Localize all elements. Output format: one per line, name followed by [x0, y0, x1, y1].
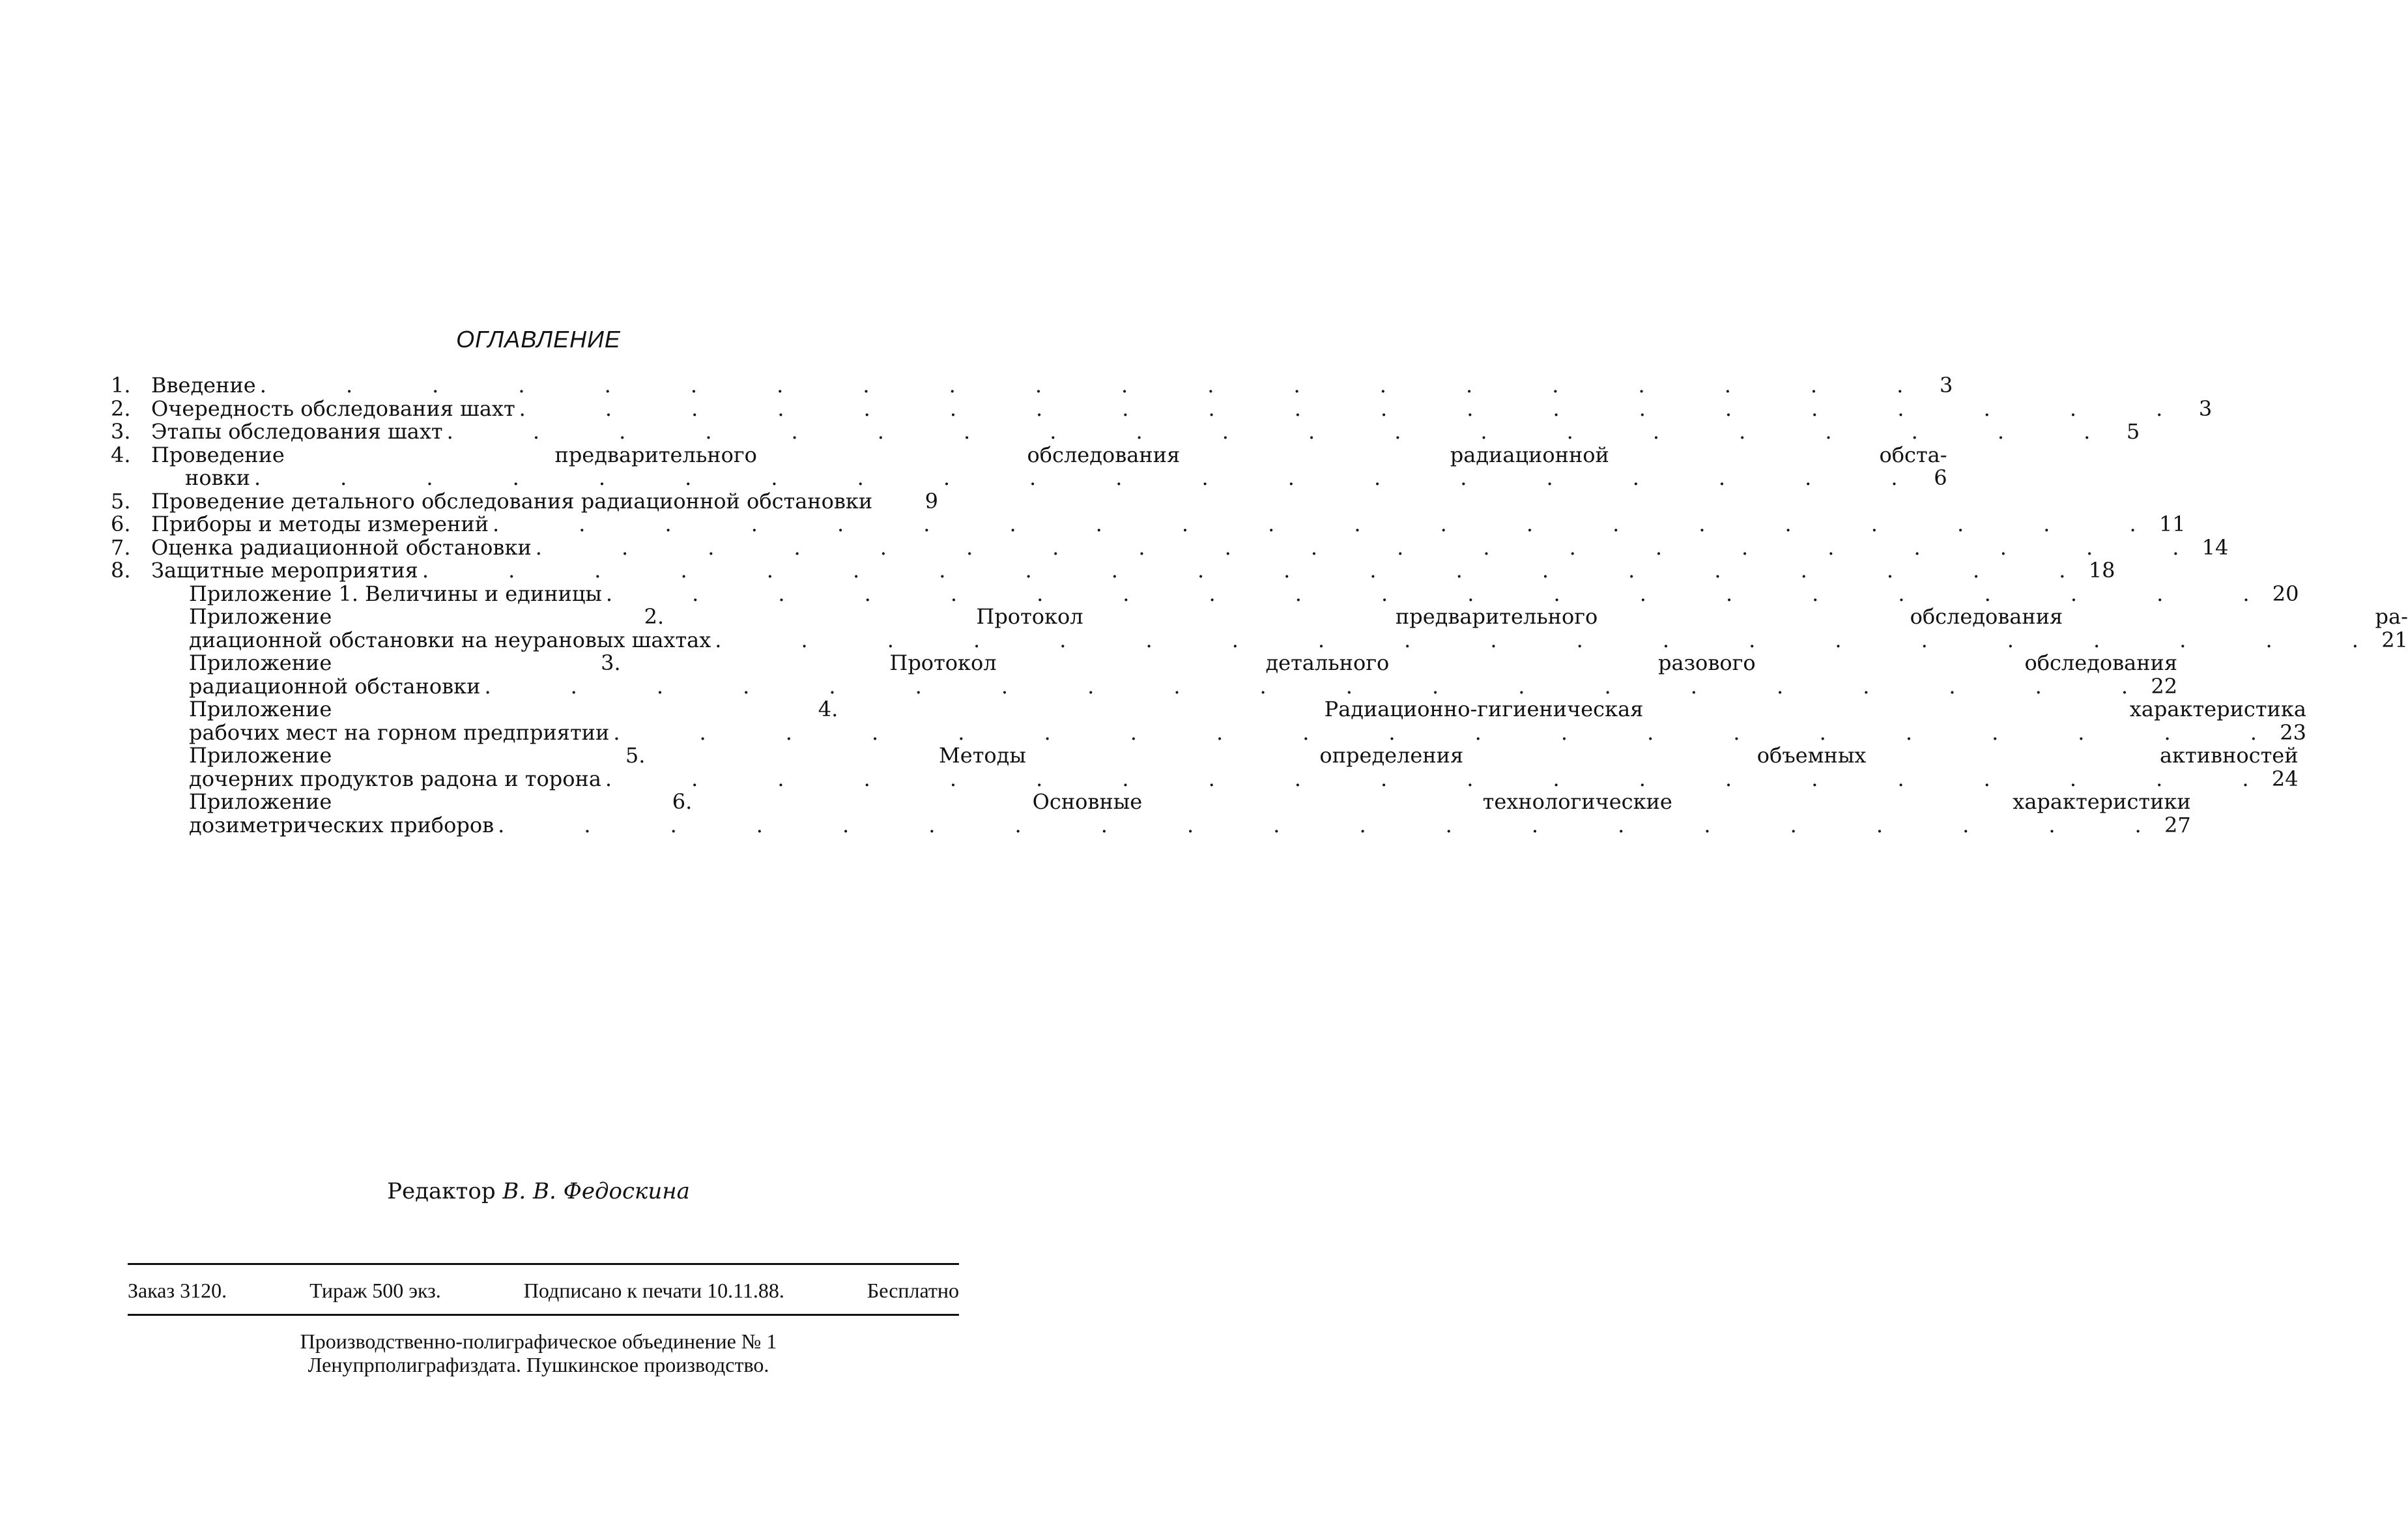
toc-appendix: [111, 697, 2306, 745]
toc-page: 27: [2164, 812, 2191, 837]
toc-title: Оценка радиационной обстановки: [151, 534, 532, 560]
editor-label: Редактор: [387, 1178, 496, 1204]
toc-title: Приборы и методы измерений: [151, 512, 489, 536]
bottom-rule: [128, 1314, 959, 1316]
toc-page: 6: [1934, 465, 1947, 490]
leader-dots: [418, 559, 2070, 583]
appendix-title: Приложение 3. Протокол детального разового обследования: [189, 650, 2178, 675]
toc-entry: [111, 490, 938, 514]
appendix-title: Приложение 1. Величины и единицы: [189, 581, 602, 606]
toc-page: 24: [2271, 766, 2299, 791]
toc-number: 7.: [111, 534, 131, 560]
leader-dots: [250, 467, 1902, 490]
appendix-title-continued: рабочих мест на горном предприятии: [189, 719, 610, 745]
price: Бесплатно: [867, 1279, 959, 1302]
toc-number: 8.: [111, 558, 131, 583]
toc-page: 3: [2198, 396, 2213, 421]
top-rule: [128, 1263, 959, 1265]
toc-number: 2.: [111, 396, 131, 421]
toc-title: Этапы обследования шахт: [151, 419, 443, 444]
appendix-title: Приложение 6. Основные технологические характеристики: [189, 789, 2191, 814]
toc-title-continued: новки: [185, 465, 250, 490]
leader-dots: [515, 398, 2167, 421]
appendix-title-continued: диационной обстановки на неурановых шахтах: [189, 627, 711, 652]
toc-title: Защитные мероприятия: [151, 558, 418, 583]
leader-dots: [489, 513, 2140, 536]
toc-entry: [111, 419, 2140, 444]
leader-dots: [443, 420, 2095, 444]
leader-dots: [601, 768, 2253, 791]
toc-number: 4.: [111, 442, 131, 467]
toc-page: 18: [2088, 558, 2115, 583]
toc-page: 21: [2381, 627, 2408, 652]
toc-title: Очередность обследования шахт: [151, 396, 515, 421]
toc-appendix: [111, 743, 2299, 791]
toc-entry: [111, 396, 2213, 421]
toc-number: 3.: [111, 419, 131, 444]
toc-title: Введение: [151, 373, 256, 398]
leader-dots: [256, 374, 1908, 398]
toc-appendix: [111, 789, 2191, 837]
toc-number: 6.: [111, 512, 131, 536]
signed-date: Подписано к печати 10.11.88.: [523, 1279, 784, 1302]
appendix-title: Приложение 5. Методы определения объемных активностей: [189, 743, 2299, 768]
publisher-line: Ленупрполиграфиздата. Пушкинское производство.: [308, 1353, 769, 1376]
appendix-title-continued: дозиметрических приборов: [189, 812, 494, 837]
leader-dots: [711, 629, 2362, 652]
toc-entry: [111, 512, 2186, 536]
toc-appendix: [111, 604, 2408, 652]
toc-page: 20: [2272, 581, 2299, 606]
toc-title: Проведение предварительного обследования радиационной обста-: [151, 442, 1947, 467]
toc-appendix: [111, 650, 2178, 699]
order-number: Заказ 3120.: [128, 1279, 227, 1302]
leader-dots: [602, 583, 2254, 606]
toc-entry: [111, 558, 2115, 583]
appendix-title: Приложение 4. Радиационно-гигиеническая характеристика: [189, 697, 2306, 721]
toc-page: 5: [2126, 419, 2140, 444]
publisher-line: Производственно-полиграфическое объединение № 1: [300, 1329, 777, 1353]
imprint-line: [128, 1279, 959, 1303]
publisher-info: [0, 1329, 1077, 1376]
circulation: Тираж 500 экз.: [309, 1279, 441, 1302]
leader-dots: [609, 721, 2261, 745]
toc-page: 14: [2201, 534, 2229, 560]
toc-page: 11: [2158, 512, 2186, 536]
leader-dots: [494, 814, 2145, 837]
toc-page: 3: [1939, 373, 1953, 398]
toc-number: 5.: [111, 488, 131, 514]
toc-page: 22: [2151, 673, 2178, 699]
appendix-title-continued: радиационной обстановки: [189, 673, 481, 699]
toc-entry: [111, 534, 2229, 560]
leader-dots: [532, 536, 2183, 560]
page-title: ОГЛАВЛЕНИЕ: [456, 326, 621, 353]
appendix-title: Приложение 2. Протокол предварительного обследования ра-: [189, 604, 2408, 629]
toc-entry: [111, 373, 1953, 398]
table-of-contents: [111, 373, 2408, 837]
appendix-title-continued: дочерних продуктов радона и торона: [189, 766, 601, 791]
toc-appendix: [111, 581, 2299, 606]
toc-title: Проведение детального обследования радиационной обстановки: [151, 488, 873, 514]
toc-entry: [111, 442, 1947, 490]
editor-credit: [0, 1178, 1077, 1204]
leader-dots: [480, 675, 2132, 699]
editor-name: В. В. Федоскина: [502, 1178, 690, 1204]
toc-page: 23: [2280, 719, 2306, 745]
toc-number: 1.: [111, 373, 131, 398]
toc-page: 9: [924, 488, 938, 514]
